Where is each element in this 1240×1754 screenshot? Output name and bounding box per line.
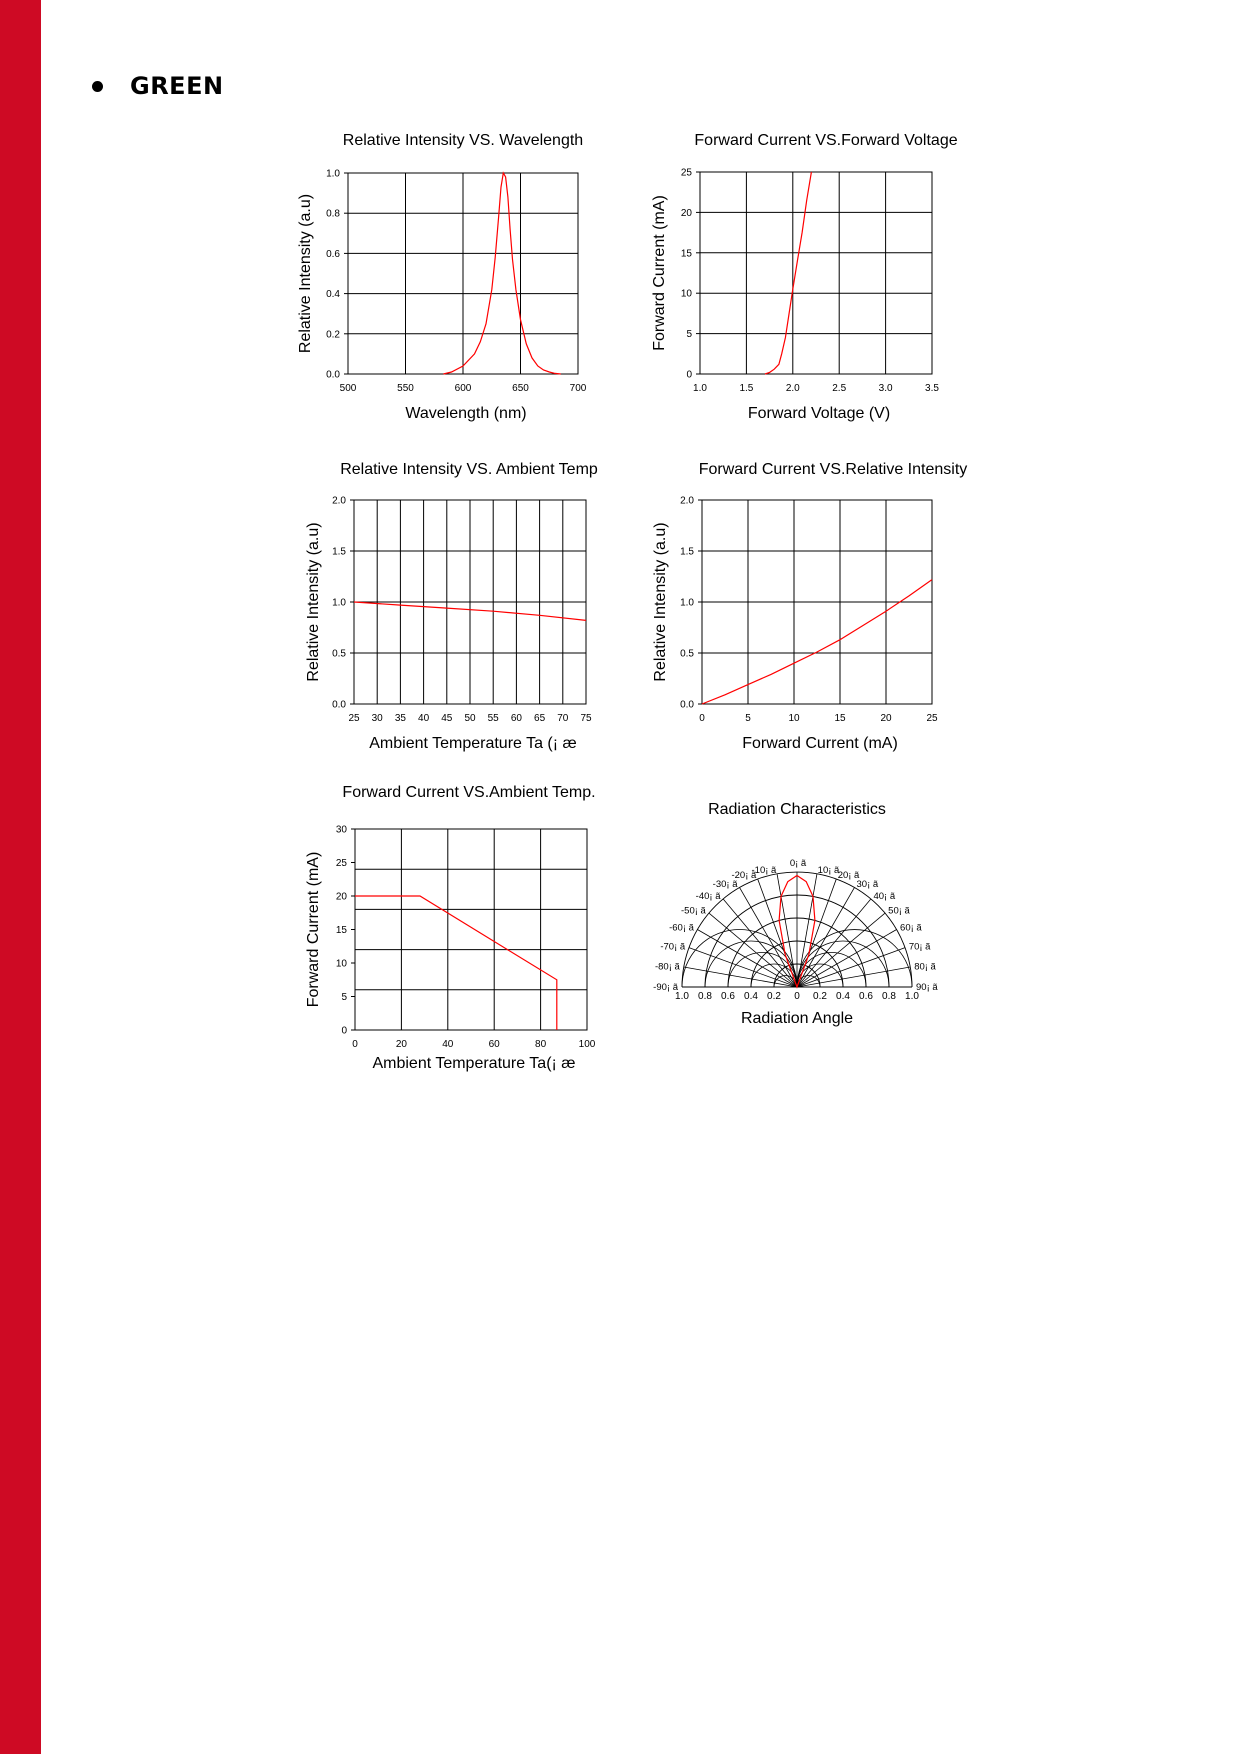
- x-tick-label: 75: [580, 713, 592, 724]
- chart-c5: [305, 784, 596, 1072]
- plot-frame: [355, 829, 587, 1030]
- x-axis-label: Ambient Temperature Ta (¡ æ: [369, 735, 577, 752]
- y-tick-label: 0.6: [326, 248, 340, 260]
- x-tick-label: 35: [394, 713, 406, 724]
- y-tick-label: 30: [335, 824, 347, 836]
- angle-label: 0¡ ã: [789, 858, 807, 869]
- x-tick-label: 30: [371, 713, 383, 724]
- radial-tick-label: 0.4: [744, 991, 758, 1002]
- angle-label: -70¡ ã: [660, 941, 686, 953]
- angle-label: 50¡ ã: [888, 905, 910, 917]
- y-tick-label: 0.8: [326, 208, 340, 220]
- x-tick-label: 20: [880, 713, 892, 724]
- chart-title: Relative Intensity VS. Ambient Temp: [340, 461, 598, 478]
- angle-label: -10¡ ã: [751, 864, 777, 876]
- y-tick-label: 1.0: [332, 597, 346, 609]
- x-tick-label: 50: [464, 713, 476, 724]
- y-tick-label: 2.0: [332, 495, 346, 507]
- y-tick-label: 0.2: [326, 329, 340, 341]
- x-tick-label: 25: [926, 713, 938, 724]
- x-tick-label: 5: [745, 713, 751, 724]
- series-line: [443, 173, 560, 374]
- y-tick-label: 5: [686, 329, 692, 341]
- y-axis-label: Forward Current (mA): [651, 195, 668, 351]
- x-tick-label: 80: [535, 1039, 547, 1050]
- y-tick-label: 1.0: [326, 168, 340, 180]
- y-tick-label: 0: [686, 369, 692, 381]
- chart-title: Relative Intensity VS. Wavelength: [342, 132, 584, 149]
- x-tick-label: 55: [487, 713, 499, 724]
- x-tick-label: 65: [534, 713, 546, 724]
- chart-title: Radiation Characteristics: [708, 801, 886, 818]
- y-tick-label: 0.5: [680, 648, 694, 660]
- x-tick-label: 3.0: [878, 383, 893, 394]
- y-tick-label: 25: [680, 167, 692, 179]
- y-tick-label: 20: [335, 891, 347, 903]
- chart-c3: [305, 461, 598, 752]
- radial-tick-label: 0.6: [721, 991, 735, 1002]
- x-tick-label: 20: [395, 1039, 407, 1050]
- x-axis-label: Forward Current (mA): [742, 735, 898, 752]
- x-tick-label: 2.0: [785, 383, 800, 394]
- chart-c4: [652, 461, 967, 752]
- x-axis-label: Radiation Angle: [740, 1010, 854, 1027]
- series-line: [702, 580, 932, 704]
- section-title: GREEN: [130, 72, 224, 100]
- y-tick-label: 0: [341, 1025, 347, 1037]
- y-tick-label: 1.0: [680, 597, 694, 609]
- angle-label: 60¡ ã: [900, 922, 922, 934]
- x-tick-label: 100: [578, 1039, 596, 1050]
- x-tick-label: 40: [418, 713, 430, 724]
- y-tick-label: 0.0: [680, 699, 694, 711]
- chart-title: Forward Current VS.Forward Voltage: [694, 132, 958, 149]
- y-tick-label: 20: [680, 207, 692, 219]
- x-axis-label: Wavelength (nm): [405, 405, 527, 422]
- y-axis-label: Relative Intensity (a.u): [305, 522, 322, 682]
- radial-tick-label: 0: [794, 991, 800, 1002]
- x-tick-label: 40: [442, 1039, 454, 1050]
- x-tick-label: 60: [488, 1039, 500, 1050]
- radial-tick-label: 0.4: [836, 991, 850, 1002]
- y-axis-label: Relative Intensity (a.u): [652, 522, 669, 682]
- x-tick-label: 2.5: [832, 383, 847, 394]
- chart-title: Forward Current VS.Ambient Temp.: [342, 784, 596, 801]
- angle-label: 70¡ ã: [908, 941, 931, 953]
- chart-title: Forward Current VS.Relative Intensity: [698, 461, 968, 478]
- plot-frame: [700, 172, 932, 374]
- x-tick-label: 0: [699, 713, 705, 724]
- chart-c2: [651, 132, 958, 422]
- x-axis-label: Ambient Temperature Ta(¡ æ: [372, 1055, 576, 1072]
- polar-lobe-grid-left: [682, 929, 797, 987]
- y-tick-label: 1.5: [332, 546, 346, 558]
- x-tick-label: 550: [397, 383, 414, 394]
- angle-label: 90¡ ã: [916, 982, 938, 993]
- angle-label: -90¡ ã: [653, 982, 678, 993]
- y-tick-label: 5: [341, 992, 347, 1003]
- x-tick-label: 60: [510, 713, 522, 724]
- x-tick-label: 45: [441, 713, 453, 724]
- x-tick-label: 600: [454, 383, 472, 394]
- x-axis-label: Forward Voltage (V): [747, 405, 891, 422]
- radial-tick-label: 1.0: [675, 991, 689, 1002]
- series-line: [355, 896, 557, 1030]
- angle-label: 40¡ ã: [873, 890, 896, 902]
- angle-label: 20¡ ã: [837, 870, 860, 882]
- x-tick-label: 1.0: [693, 383, 707, 394]
- angle-label: -30¡ ã: [712, 878, 738, 890]
- y-tick-label: 10: [680, 288, 692, 300]
- y-tick-label: 1.5: [680, 546, 694, 558]
- angle-label: 30¡ ã: [856, 878, 879, 890]
- x-tick-label: 700: [569, 383, 587, 394]
- radial-tick-label: 0.8: [698, 991, 712, 1002]
- x-tick-label: 500: [339, 383, 357, 394]
- y-axis-label: Relative Intensity (a.u): [297, 193, 314, 354]
- angle-label: 80¡ ã: [914, 961, 936, 973]
- angle-label: -40¡ ã: [695, 890, 721, 902]
- series-line: [765, 172, 811, 374]
- y-tick-label: 2.0: [680, 495, 694, 507]
- radial-tick-label: 0.2: [813, 991, 827, 1002]
- y-tick-label: 0.4: [326, 289, 340, 301]
- x-tick-label: 10: [788, 713, 800, 724]
- x-tick-label: 650: [512, 383, 529, 394]
- y-tick-label: 0.0: [326, 369, 340, 381]
- y-tick-label: 15: [335, 925, 347, 936]
- angle-label: -80¡ ã: [654, 961, 680, 973]
- y-tick-label: 25: [335, 858, 347, 869]
- angle-label: -60¡ ã: [669, 922, 694, 934]
- y-tick-label: 0.0: [332, 699, 346, 711]
- x-tick-label: 0: [352, 1039, 358, 1050]
- angle-label: 10¡ ã: [817, 864, 840, 876]
- chart-c1: [297, 132, 587, 422]
- radial-tick-label: 0.8: [882, 991, 896, 1002]
- y-tick-label: 0.5: [332, 648, 346, 660]
- x-tick-label: 70: [557, 713, 569, 724]
- x-tick-label: 1.5: [739, 383, 754, 394]
- polar-lobe-grid-right: [797, 930, 912, 987]
- x-tick-label: 3.5: [925, 383, 939, 394]
- angle-label: -50¡ ã: [681, 905, 706, 917]
- chart-c6: [653, 801, 938, 1027]
- radial-tick-label: 0.2: [767, 991, 781, 1002]
- x-tick-label: 15: [834, 713, 846, 724]
- y-axis-label: Forward Current (mA): [305, 851, 322, 1008]
- y-tick-label: 15: [680, 248, 692, 260]
- radial-tick-label: 0.6: [859, 991, 873, 1002]
- angle-label: -20¡ ã: [731, 870, 757, 882]
- radial-tick-label: 1.0: [905, 991, 919, 1002]
- y-tick-label: 10: [335, 958, 347, 970]
- x-tick-label: 25: [348, 713, 360, 724]
